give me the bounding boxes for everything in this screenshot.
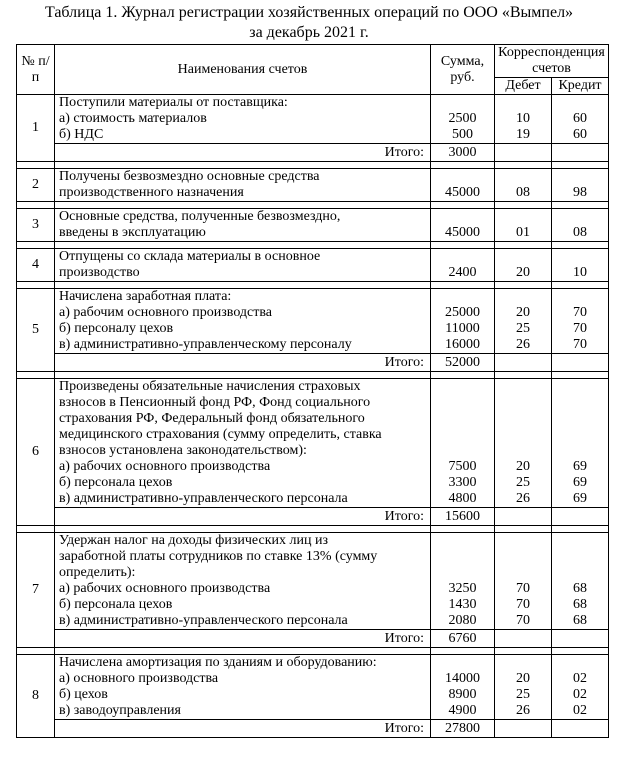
spacer-cell <box>495 372 552 379</box>
total-value: 15600 <box>431 508 495 526</box>
operation-sum <box>431 533 495 630</box>
operation-number: 7 <box>17 533 55 648</box>
row-spacer <box>17 526 609 533</box>
operation-credit <box>552 533 609 630</box>
operation-item-text: в) административно-управленческому персоналу <box>59 337 352 352</box>
spacer-cell <box>552 162 609 169</box>
blank-line <box>434 549 491 565</box>
blank-line <box>555 533 605 549</box>
operation-credit-value: 08 <box>573 225 587 240</box>
operation-credit <box>552 379 609 508</box>
table-caption <box>0 0 618 43</box>
total-empty-cell <box>552 508 609 526</box>
operation-sum-value: 2400 <box>448 265 477 280</box>
operation-item-sum: 8900 <box>448 687 477 702</box>
operation-description <box>55 209 431 242</box>
header-debit: Дебет <box>495 78 552 95</box>
operation-title-line: Основные средства, полученные безвозмездно, <box>59 209 341 224</box>
operation-title-line: Удержан налог на доходы физических лиц из <box>59 533 328 548</box>
operation-description <box>55 379 431 508</box>
total-empty-cell <box>552 144 609 162</box>
operation-description <box>55 289 431 354</box>
spacer-cell <box>552 282 609 289</box>
blank-line <box>498 395 548 411</box>
operation-item-debit: 26 <box>516 491 530 506</box>
operation-debit-value: 01 <box>516 225 530 240</box>
operation-item-text: в) административно-управленческого персонала <box>59 491 348 506</box>
operation-row <box>17 655 609 720</box>
operation-item-text: б) персонала цехов <box>59 597 173 612</box>
total-value: 6760 <box>431 630 495 648</box>
spacer-cell <box>55 526 431 533</box>
row-spacer <box>17 162 609 169</box>
operation-item-debit: 26 <box>516 703 530 718</box>
blank-line <box>434 395 491 411</box>
spacer-cell <box>17 372 55 379</box>
spacer-cell <box>55 202 431 209</box>
spacer-cell <box>431 202 495 209</box>
operation-item-text: б) НДС <box>59 127 104 142</box>
operation-credit-value: 98 <box>573 185 587 200</box>
operation-sum <box>431 209 495 242</box>
operation-item-text: а) рабочих основного производства <box>59 581 271 596</box>
operation-description <box>55 533 431 630</box>
blank-line <box>555 209 605 225</box>
blank-line <box>498 655 548 671</box>
total-empty-cell <box>495 354 552 372</box>
total-label: Итого: <box>55 630 431 648</box>
operation-item-text: б) персонала цехов <box>59 475 173 490</box>
operation-item-sum: 16000 <box>445 337 480 352</box>
operation-item-text: в) заводоуправления <box>59 703 181 718</box>
blank-line <box>555 411 605 427</box>
operation-item-sum: 2500 <box>448 111 477 126</box>
operation-item-credit: 60 <box>573 111 587 126</box>
blank-line <box>434 379 491 395</box>
operation-item-credit: 68 <box>573 597 587 612</box>
operation-item-sum: 11000 <box>445 321 480 336</box>
blank-line <box>498 379 548 395</box>
operation-credit <box>552 209 609 242</box>
operation-item-debit: 20 <box>516 459 530 474</box>
row-spacer <box>17 648 609 655</box>
operation-number: 5 <box>17 289 55 372</box>
operation-item-debit: 20 <box>516 305 530 320</box>
spacer-cell <box>495 282 552 289</box>
operation-sum <box>431 95 495 144</box>
blank-line <box>555 549 605 565</box>
total-value: 27800 <box>431 720 495 738</box>
operation-debit <box>495 379 552 508</box>
blank-line <box>434 533 491 549</box>
operation-item-sum: 4900 <box>448 703 477 718</box>
operation-credit <box>552 95 609 144</box>
operation-item-credit: 02 <box>573 703 587 718</box>
operation-row <box>17 533 609 630</box>
operation-item-credit: 68 <box>573 613 587 628</box>
total-empty-cell <box>495 144 552 162</box>
blank-line <box>555 249 605 265</box>
operation-item-credit: 69 <box>573 475 587 490</box>
header-correspondence: Корреспонденция счетов <box>495 45 609 78</box>
blank-line <box>498 443 548 459</box>
operation-item-credit: 02 <box>573 687 587 702</box>
operation-item-sum: 3250 <box>448 581 477 596</box>
spacer-cell <box>17 526 55 533</box>
operation-sum <box>431 655 495 720</box>
spacer-cell <box>495 648 552 655</box>
blank-line <box>498 427 548 443</box>
operation-title-line: Поступили материалы от поставщика: <box>59 95 288 110</box>
operation-debit <box>495 655 552 720</box>
operation-title-line: страхования РФ, Федеральный фонд обязательного <box>59 411 365 426</box>
operation-item-text: в) административно-управленческого персонала <box>59 613 348 628</box>
operation-number: 1 <box>17 95 55 162</box>
blank-line <box>434 289 491 305</box>
operation-item-text: а) основного производства <box>59 671 219 686</box>
spacer-cell <box>495 162 552 169</box>
row-spacer <box>17 202 609 209</box>
blank-line <box>498 95 548 111</box>
operation-debit-value: 20 <box>516 265 530 280</box>
operation-title-line: введены в эксплуатацию <box>59 225 206 240</box>
operation-item-debit: 20 <box>516 671 530 686</box>
operation-title-line: заработной платы сотрудников по ставке 13% (сумму <box>59 549 378 564</box>
blank-line <box>498 411 548 427</box>
operation-item-sum: 2080 <box>448 613 477 628</box>
spacer-cell <box>17 242 55 249</box>
total-row <box>17 144 609 162</box>
operations-journal-table <box>16 44 609 738</box>
operation-item-credit: 69 <box>573 459 587 474</box>
spacer-cell <box>431 648 495 655</box>
operation-title-line: производство <box>59 265 140 280</box>
operation-item-debit: 25 <box>516 475 530 490</box>
operation-credit <box>552 289 609 354</box>
operation-item-credit: 69 <box>573 491 587 506</box>
spacer-cell <box>552 648 609 655</box>
operation-item-credit: 02 <box>573 671 587 686</box>
total-empty-cell <box>495 630 552 648</box>
operation-item-text: б) персоналу цехов <box>59 321 174 336</box>
operation-sum <box>431 289 495 354</box>
operation-row <box>17 379 609 508</box>
spacer-cell <box>431 282 495 289</box>
operation-title-line: Отпущены со склада материалы в основное <box>59 249 321 264</box>
operation-item-debit: 70 <box>516 613 530 628</box>
blank-line <box>434 95 491 111</box>
operation-description <box>55 249 431 282</box>
operation-number: 2 <box>17 169 55 202</box>
caption-line-2: за декабрь 2021 г. <box>249 24 369 41</box>
spacer-cell <box>17 648 55 655</box>
total-row <box>17 630 609 648</box>
spacer-cell <box>552 372 609 379</box>
blank-line <box>498 549 548 565</box>
total-empty-cell <box>495 720 552 738</box>
blank-line <box>555 655 605 671</box>
operation-item-debit: 26 <box>516 337 530 352</box>
operation-number: 8 <box>17 655 55 738</box>
operation-sum <box>431 169 495 202</box>
operation-item-credit: 68 <box>573 581 587 596</box>
operation-item-text: а) рабочим основного производства <box>59 305 273 320</box>
operation-item-debit: 10 <box>516 111 530 126</box>
blank-line <box>555 289 605 305</box>
operation-title-line: производственного назначения <box>59 185 244 200</box>
operation-debit <box>495 249 552 282</box>
total-row <box>17 720 609 738</box>
operation-row <box>17 289 609 354</box>
total-empty-cell <box>552 630 609 648</box>
blank-line <box>434 427 491 443</box>
operation-item-sum: 14000 <box>445 671 480 686</box>
operation-row <box>17 209 609 242</box>
operation-item-sum: 4800 <box>448 491 477 506</box>
blank-line <box>555 95 605 111</box>
operation-item-debit: 19 <box>516 127 530 142</box>
operation-description <box>55 169 431 202</box>
operation-sum-value: 45000 <box>445 185 480 200</box>
operation-item-text: б) цехов <box>59 687 108 702</box>
operation-credit <box>552 169 609 202</box>
spacer-cell <box>17 202 55 209</box>
operation-item-credit: 70 <box>573 337 587 352</box>
blank-line <box>498 565 548 581</box>
operation-title-line: взносов установлена законодательством): <box>59 443 307 458</box>
total-row <box>17 354 609 372</box>
blank-line <box>434 169 491 185</box>
operation-credit <box>552 249 609 282</box>
operation-sum-value: 45000 <box>445 225 480 240</box>
blank-line <box>555 443 605 459</box>
blank-line <box>434 655 491 671</box>
row-spacer <box>17 242 609 249</box>
spacer-cell <box>552 526 609 533</box>
operation-item-text: а) рабочих основного производства <box>59 459 271 474</box>
operation-debit <box>495 95 552 144</box>
journal-body <box>17 95 609 738</box>
blank-line <box>434 411 491 427</box>
total-value: 52000 <box>431 354 495 372</box>
operation-credit <box>552 655 609 720</box>
operation-sum <box>431 249 495 282</box>
spacer-cell <box>55 162 431 169</box>
header-num: № п/п <box>17 45 55 95</box>
operation-item-sum: 500 <box>452 127 473 142</box>
row-spacer <box>17 372 609 379</box>
spacer-cell <box>17 282 55 289</box>
spacer-cell <box>431 372 495 379</box>
total-label: Итого: <box>55 354 431 372</box>
row-spacer <box>17 282 609 289</box>
operation-item-sum: 25000 <box>445 305 480 320</box>
operation-item-sum: 7500 <box>448 459 477 474</box>
spacer-cell <box>55 372 431 379</box>
operation-title-line: медицинского страхования (сумму определить, ставка <box>59 427 382 442</box>
blank-line <box>555 169 605 185</box>
blank-line <box>498 289 548 305</box>
operation-item-text: а) стоимость материалов <box>59 111 207 126</box>
blank-line <box>555 379 605 395</box>
operation-item-credit: 70 <box>573 321 587 336</box>
spacer-cell <box>552 242 609 249</box>
blank-line <box>498 209 548 225</box>
operation-description <box>55 95 431 144</box>
spacer-cell <box>552 202 609 209</box>
blank-line <box>498 169 548 185</box>
operation-credit-value: 10 <box>573 265 587 280</box>
spacer-cell <box>431 526 495 533</box>
operation-debit-value: 08 <box>516 185 530 200</box>
operation-item-credit: 60 <box>573 127 587 142</box>
total-label: Итого: <box>55 720 431 738</box>
spacer-cell <box>431 162 495 169</box>
blank-line <box>498 533 548 549</box>
blank-line <box>555 395 605 411</box>
blank-line <box>434 209 491 225</box>
total-empty-cell <box>552 720 609 738</box>
total-empty-cell <box>495 508 552 526</box>
spacer-cell <box>55 242 431 249</box>
total-value: 3000 <box>431 144 495 162</box>
operation-item-debit: 70 <box>516 581 530 596</box>
operation-title-line: Произведены обязательные начисления страховых <box>59 379 361 394</box>
operation-title-line: Начислена амортизация по зданиям и оборудованию: <box>59 655 377 670</box>
header-credit: Кредит <box>552 78 609 95</box>
operation-row <box>17 249 609 282</box>
operation-debit <box>495 169 552 202</box>
operation-title-line: Получены безвозмездно основные средства <box>59 169 320 184</box>
spacer-cell <box>495 526 552 533</box>
operation-number: 4 <box>17 249 55 282</box>
spacer-cell <box>55 282 431 289</box>
operation-item-sum: 3300 <box>448 475 477 490</box>
header-sum: Сумма, руб. <box>431 45 495 95</box>
spacer-cell <box>495 242 552 249</box>
operation-item-debit: 70 <box>516 597 530 612</box>
operation-item-sum: 1430 <box>448 597 477 612</box>
blank-line <box>434 443 491 459</box>
spacer-cell <box>17 162 55 169</box>
operation-sum <box>431 379 495 508</box>
operation-row <box>17 95 609 144</box>
operation-number: 3 <box>17 209 55 242</box>
operation-debit <box>495 209 552 242</box>
total-empty-cell <box>552 354 609 372</box>
operation-item-debit: 25 <box>516 687 530 702</box>
blank-line <box>555 565 605 581</box>
operation-debit <box>495 533 552 630</box>
total-label: Итого: <box>55 144 431 162</box>
blank-line <box>498 249 548 265</box>
operation-title-line: взносов в Пенсионный фонд РФ, Фонд социального <box>59 395 371 410</box>
spacer-cell <box>495 202 552 209</box>
total-label: Итого: <box>55 508 431 526</box>
operation-title-line: Начислена заработная плата: <box>59 289 232 304</box>
blank-line <box>434 249 491 265</box>
operation-row <box>17 169 609 202</box>
header-name: Наименования счетов <box>55 45 431 95</box>
operation-title-line: определить): <box>59 565 136 580</box>
blank-line <box>434 565 491 581</box>
spacer-cell <box>431 242 495 249</box>
spacer-cell <box>55 648 431 655</box>
total-row <box>17 508 609 526</box>
blank-line <box>555 427 605 443</box>
operation-description <box>55 655 431 720</box>
operation-number: 6 <box>17 379 55 526</box>
operation-debit <box>495 289 552 354</box>
operation-item-credit: 70 <box>573 305 587 320</box>
operation-item-debit: 25 <box>516 321 530 336</box>
caption-line-1: Таблица 1. Журнал регистрации хозяйственных операций по ООО «Вымпел» <box>44 4 574 21</box>
